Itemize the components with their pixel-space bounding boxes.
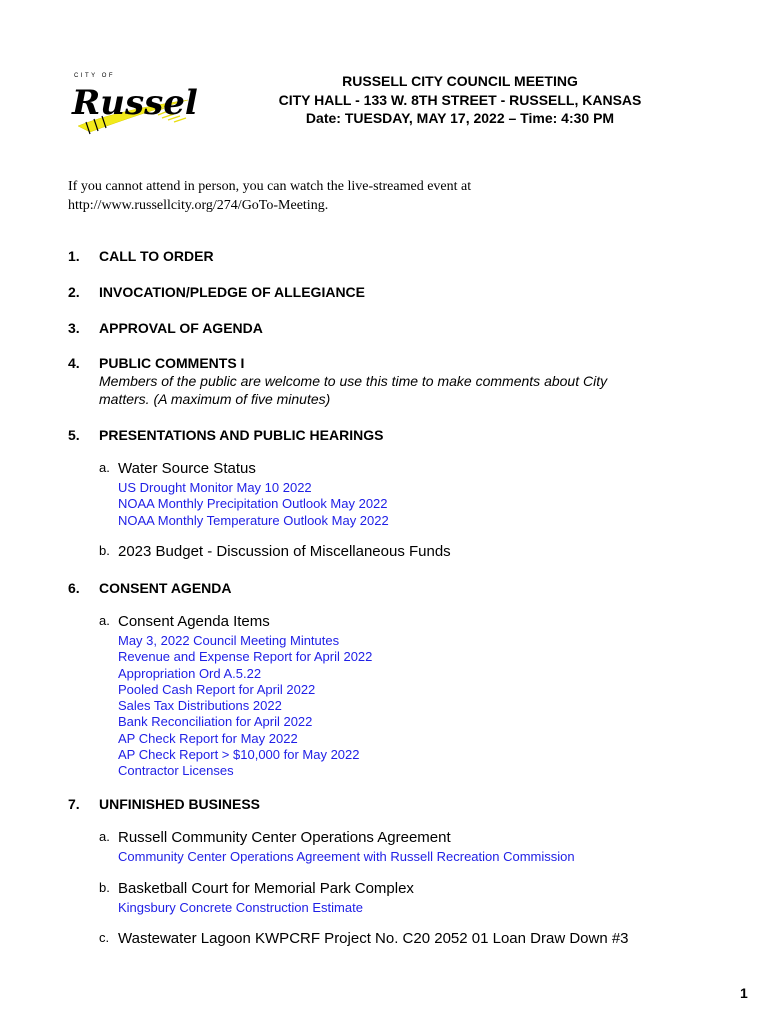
livestream-text: If you cannot attend in person, you can watch the live-streamed event at xyxy=(68,179,472,194)
item-title: INVOCATION/PLEDGE OF ALLEGIANCE xyxy=(99,284,366,300)
subitem-links xyxy=(118,480,389,529)
subitem-title: Wastewater Lagoon KWPCRF Project No. C20 2052 01 Loan Draw Down #3 xyxy=(118,930,629,947)
subitem-title: Consent Agenda Items xyxy=(118,613,270,630)
document-link[interactable]: Contractor Licenses xyxy=(118,763,234,779)
meeting-date-time: Date: TUESDAY, MAY 17, 2022 – Time: 4:30 PM xyxy=(305,110,615,126)
meeting-header xyxy=(200,72,720,128)
item-number: 1. xyxy=(68,248,80,264)
item-title: PRESENTATIONS AND PUBLIC HEARINGS xyxy=(99,427,384,443)
document-link[interactable]: Appropriation Ord A.5.22 xyxy=(118,665,262,681)
item-number: 2. xyxy=(68,284,80,300)
document-link[interactable]: Pooled Cash Report for April 2022 xyxy=(118,681,316,697)
document-link[interactable]: AP Check Report > $10,000 for May 2022 xyxy=(118,747,360,763)
document-link[interactable]: AP Check Report for May 2022 xyxy=(118,730,298,746)
item-title: CONSENT AGENDA xyxy=(99,580,232,596)
item-number: 5. xyxy=(68,427,80,443)
item-description: Members of the public are welcome to use this time to make comments about City matters. (A maximum of five minutes) xyxy=(99,373,608,407)
subitem-links xyxy=(118,849,575,865)
subitem-letter: a. xyxy=(99,829,110,844)
document-link[interactable]: May 3, 2022 Council Meeting Mintutes xyxy=(118,633,340,648)
subitem-title: 2023 Budget - Discussion of Miscellaneous Funds xyxy=(118,543,451,560)
subitem-title: Water Source Status xyxy=(118,460,256,477)
item-number: 6. xyxy=(68,580,80,596)
subitem-letter: a. xyxy=(99,460,110,475)
city-logo xyxy=(68,68,198,138)
subitem-title: Russell Community Center Operations Agreement xyxy=(118,829,451,846)
svg-text:CITY OF: CITY OF xyxy=(74,73,116,79)
item-number: 7. xyxy=(68,796,80,812)
livestream-url[interactable]: http://www.russellcity.org/274/GoTo-Meeting. xyxy=(68,197,329,213)
meeting-title: RUSSELL CITY COUNCIL MEETING xyxy=(342,73,578,89)
subitem-letter: b. xyxy=(99,880,110,895)
item-number: 4. xyxy=(68,355,80,371)
item-number: 3. xyxy=(68,320,80,336)
livestream-notice xyxy=(68,178,471,215)
document-link[interactable]: Bank Reconciliation for April 2022 xyxy=(118,714,313,730)
subitem-links xyxy=(118,633,372,780)
subitem-title: Basketball Court for Memorial Park Complex xyxy=(118,880,414,897)
page-number: 1 xyxy=(740,985,748,1001)
document-link[interactable]: Community Center Operations Agreement with Russell Recreation Commission xyxy=(118,849,575,864)
subitem-letter: a. xyxy=(99,613,110,628)
document-link[interactable]: NOAA Monthly Temperature Outlook May 2022 xyxy=(118,512,389,528)
city-of-russell-logo xyxy=(68,68,198,138)
document-link[interactable]: Sales Tax Distributions 2022 xyxy=(118,698,282,714)
svg-text:Russell: Russell xyxy=(72,83,198,123)
document-link[interactable]: Revenue and Expense Report for April 2022 xyxy=(118,649,373,665)
document-link[interactable]: US Drought Monitor May 10 2022 xyxy=(118,480,312,495)
item-title: UNFINISHED BUSINESS xyxy=(99,796,261,812)
item-title: CALL TO ORDER xyxy=(99,248,214,264)
item-title: PUBLIC COMMENTS I xyxy=(99,355,245,371)
subitem-links xyxy=(118,900,363,916)
document-link[interactable]: NOAA Monthly Precipitation Outlook May 2022 xyxy=(118,496,388,512)
subitem-letter: b. xyxy=(99,543,110,558)
subitem-letter: c. xyxy=(99,930,110,945)
document-link[interactable]: Kingsbury Concrete Construction Estimate xyxy=(118,900,363,915)
item-title: APPROVAL OF AGENDA xyxy=(99,320,263,336)
meeting-location: CITY HALL - 133 W. 8TH STREET - RUSSELL, KANSAS xyxy=(278,91,642,108)
